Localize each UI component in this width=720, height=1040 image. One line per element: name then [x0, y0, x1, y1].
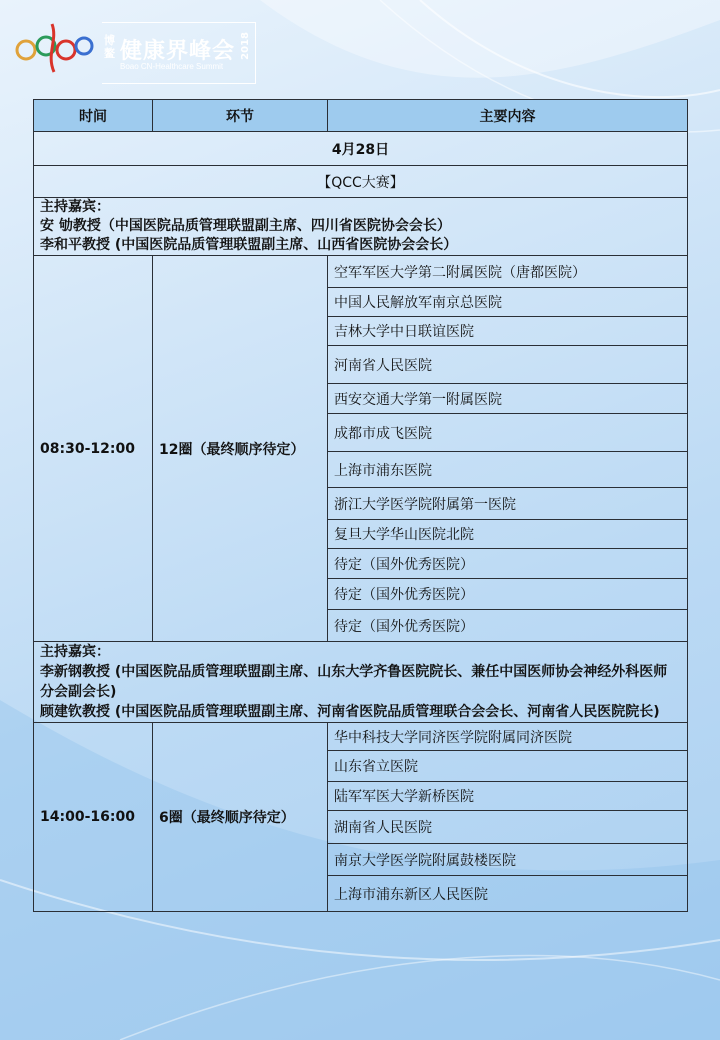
section-afternoon: 6圈（最终顺序待定） [153, 723, 328, 912]
hospital-cell: 河南省人民医院 [328, 346, 688, 384]
host-line: 安 劬教授（中国医院品质管理联盟副主席、四川省医院协会会长） [40, 218, 451, 234]
hospital-cell: 华中科技大学同济医学院附属同济医院 [328, 723, 688, 751]
hospital-cell: 待定（国外优秀医院） [328, 549, 688, 579]
host-cell-afternoon [34, 642, 688, 723]
time-afternoon: 14:00-16:00 [34, 723, 153, 912]
hospital-cell: 待定（国外优秀医院） [328, 610, 688, 642]
logo-boao-text: 博鳌 [104, 34, 115, 60]
table-row [34, 256, 688, 288]
host-row-morning [34, 198, 688, 256]
schedule-table [33, 99, 688, 912]
session-title: 【QCC大赛】 [34, 166, 688, 198]
date-row [34, 132, 688, 166]
table-row [34, 723, 688, 751]
hospital-cell: 复旦大学华山医院北院 [328, 520, 688, 549]
hospital-cell: 西安交通大学第一附属医院 [328, 384, 688, 414]
hospital-cell: 上海市浦东医院 [328, 452, 688, 488]
hospital-cell: 湖南省人民医院 [328, 811, 688, 844]
date-label: 4月28日 [34, 132, 688, 166]
hospital-cell: 南京大学医学院附属鼓楼医院 [328, 844, 688, 876]
host-row-afternoon [34, 642, 688, 723]
hospital-cell: 上海市浦东新区人民医院 [328, 876, 688, 912]
event-logo [12, 12, 272, 87]
host-cell-morning [34, 198, 688, 256]
time-morning: 08:30-12:00 [34, 256, 153, 642]
hospital-cell: 中国人民解放军南京总医院 [328, 288, 688, 317]
hospital-cell: 陆军军医大学新桥医院 [328, 782, 688, 811]
host-line: 顾建钦教授 (中国医院品质管理联盟副主席、河南省医院品质管理联合会会长、河南省人民医院院长) [40, 704, 660, 720]
host-label: 主持嘉宾： [40, 199, 110, 215]
table-header-row [34, 100, 688, 132]
summit-logo-icon [12, 20, 98, 74]
hospital-cell: 吉林大学中日联谊医院 [328, 317, 688, 346]
logo-year: 2018 [240, 32, 251, 60]
header-time: 时间 [34, 100, 153, 132]
session-row [34, 166, 688, 198]
hospital-cell: 空军军医大学第二附属医院（唐都医院） [328, 256, 688, 288]
hospital-cell: 浙江大学医学院附属第一医院 [328, 488, 688, 520]
header-content: 主要内容 [328, 100, 688, 132]
host-line: 李新钢教授 (中国医院品质管理联盟副主席、山东大学齐鲁医院院长、兼任中国医师协会神经外科医师分会副会长) [40, 664, 668, 700]
hospital-cell: 成都市成飞医院 [328, 414, 688, 452]
header-section: 环节 [153, 100, 328, 132]
logo-title: 健康界峰会 [120, 39, 236, 64]
host-line: 李和平教授 (中国医院品质管理联盟副主席、山西省医院协会会长） [40, 237, 458, 253]
section-morning: 12圈（最终顺序待定） [153, 256, 328, 642]
hospital-cell: 山东省立医院 [328, 751, 688, 782]
host-label: 主持嘉宾： [40, 644, 110, 660]
logo-subtitle: Boao CN-Healthcare Summit [120, 62, 224, 71]
hospital-cell: 待定（国外优秀医院） [328, 579, 688, 610]
